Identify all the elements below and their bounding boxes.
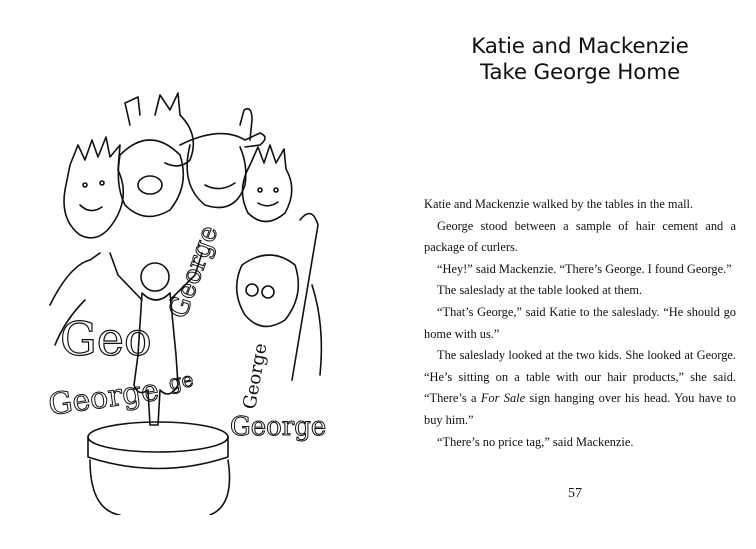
paragraph-text: “That’s George,” said Katie to the saleslady. “He should go home with us.” (424, 304, 736, 341)
paragraph-text: Katie and Mackenzie walked by the tables in the mall. (424, 197, 694, 211)
paragraph-text: “Hey!” said Mackenzie. “There’s George. I found George.” (437, 261, 732, 276)
page-number: 57 (568, 486, 582, 501)
chapter-title-line-1: Katie and Mackenzie (471, 34, 689, 59)
illustration-word: George (230, 412, 327, 442)
illustration-word: George (239, 341, 272, 411)
paragraph (424, 259, 736, 281)
body-text (424, 194, 736, 453)
paragraph-text: George stood between a sample of hair cement and a package of curlers. (424, 218, 736, 255)
illustration (30, 85, 380, 515)
paragraph-text: “There’s no price tag,” said Mackenzie. (437, 434, 634, 449)
illustration-word: Geo (60, 312, 152, 366)
chapter-title (430, 34, 730, 86)
italic-text: For Sale (480, 391, 526, 406)
paragraph (424, 280, 736, 302)
paragraph (424, 302, 736, 345)
paragraph-text: The saleslady looked at the two kids. She looked at George. “He’s sitting on a table with our hair products,” she said. “There’s a (424, 348, 736, 406)
paragraph (424, 432, 736, 454)
illustration-word: George (163, 221, 225, 323)
paragraph (424, 216, 736, 259)
illustration-drawing (30, 85, 380, 515)
paragraph-text: The saleslady at the table looked at them. (437, 283, 643, 298)
illustration-word: ge (166, 367, 196, 395)
illustration-word: George (46, 372, 162, 423)
paragraph (424, 194, 736, 216)
paragraph-text: sign hanging over his head. You have to buy him.” (424, 391, 736, 427)
chapter-title-line-2: Take George Home (479, 60, 680, 85)
paragraph (424, 345, 736, 431)
